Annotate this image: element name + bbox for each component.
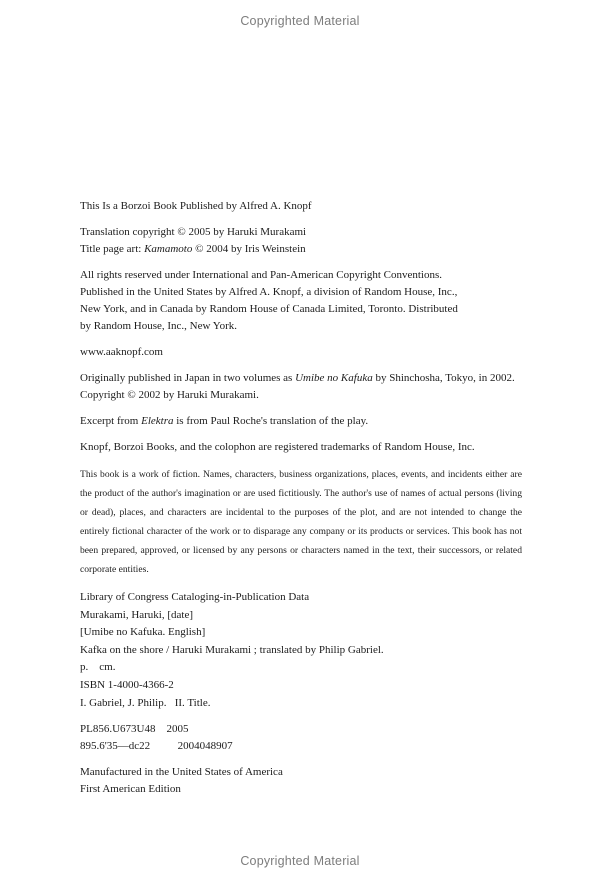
manufacture-block [80,764,522,798]
cip-line: [Umibe no Kafuka. English] [80,626,206,639]
cip-data-block [80,589,522,712]
translation-copyright-block [80,224,522,258]
excerpt-title: Elektra [141,415,174,427]
rights-line: Published in the United States by Alfred A. Knopf, a division of Random House, Inc., [80,286,458,298]
trademark-line: Knopf, Borzoi Books, and the colophon are registered trademarks of Random House, Inc. [80,441,475,453]
cip-line: ISBN 1-4000-4366-2 [80,678,174,691]
original-publication-pre: Originally published in Japan in two volumes as [80,372,296,384]
website-line: www.aaknopf.com [80,346,163,358]
website-block [80,344,522,361]
catalog-number-line: 895.6'35—dc22 2004048907 [80,740,233,753]
copyrighted-material-watermark-top: Copyrighted Material [240,14,360,28]
edition-line: First American Edition [80,783,181,796]
excerpt-block [80,413,522,430]
catalog-numbers-block [80,721,522,755]
rights-line: All rights reserved under International and Pan-American Copyright Conventions. [80,269,442,281]
title-art-post: © 2004 by Iris Weinstein [192,243,306,255]
rights-line: New York, and in Canada by Random House of Canada Limited, Toronto. Distributed [80,303,458,315]
trademark-block [80,439,522,456]
cip-line: Library of Congress Cataloging-in-Publication Data [80,591,310,603]
rights-line: by Random House, Inc., New York. [80,320,238,332]
title-art-pre: Title page art: [80,243,145,255]
excerpt-post: is from Paul Roche's translation of the play. [173,415,369,427]
cip-line: p. cm. [80,661,116,674]
cip-line: Kafka on the shore / Haruki Murakami ; translated by Philip Gabriel. [80,643,384,656]
original-publication-line [80,370,522,387]
original-copyright-line: Copyright © 2002 by Haruki Murakami. [80,389,259,401]
original-publication-post: by Shinchosha, Tokyo, in 2002. [372,372,515,384]
original-publication-title: Umibe no Kafuka [295,372,373,384]
borzoi-line-block [80,198,522,215]
excerpt-line [80,413,522,430]
manufacture-line: Manufactured in the United States of America [80,766,283,779]
title-art-title: Kamamoto [144,243,193,255]
excerpt-pre: Excerpt from [80,415,142,427]
translation-copyright-line: Translation copyright © 2005 by Haruki Murakami [80,226,307,238]
cip-line: I. Gabriel, J. Philip. II. Title. [80,696,211,709]
cip-line: Murakami, Haruki, [date] [80,608,194,621]
copyright-text-block [80,198,522,807]
original-publication-block [80,370,522,404]
catalog-number-line: PL856.U673U48 2005 [80,723,189,736]
title-art-line [80,241,522,258]
fiction-disclaimer: This book is a work of fiction. Names, characters, business organizations, places, events, and incidents either are the product of the author's imagination or are used fictitiously. The author's use of names of actual persons (living or dead), places, and characters are incidental to the purposes of the plot, and are not intended to change the entirely fictional character of the work or to disparage any company or its products or services. This book has not been prepared, approved, or licensed by any persons or characters named in the text, their successors, or related corporate entities. [80,469,522,575]
copyrighted-material-watermark-bottom: Copyrighted Material [240,854,360,868]
borzoi-line: This Is a Borzoi Book Published by Alfred A. Knopf [80,200,312,212]
rights-paragraph [80,267,522,335]
